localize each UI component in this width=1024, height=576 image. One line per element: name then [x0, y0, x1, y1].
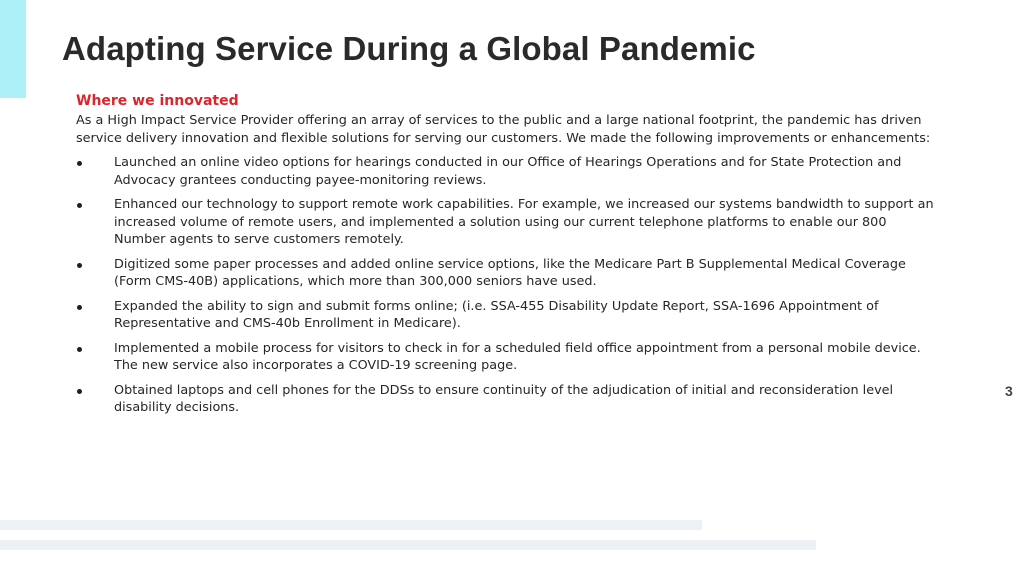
bullet-dot-icon [77, 305, 82, 310]
bullet-dot-icon [77, 347, 82, 352]
bullet-dot-icon [77, 161, 82, 166]
content-area [76, 92, 936, 424]
bullet-item [76, 298, 936, 333]
bullet-item [76, 382, 936, 417]
bullet-text: Obtained laptops and cell phones for the DDSs to ensure continuity of the adjudication of initial and reconsideration level disability decisions. [114, 382, 894, 415]
bullet-dot-icon [77, 263, 82, 268]
footer-stripe [0, 540, 816, 550]
bullet-item [76, 196, 936, 249]
bullet-list [76, 154, 936, 417]
section-heading: Where we innovated [76, 93, 239, 109]
page-number: 3 [1005, 383, 1013, 399]
bullet-text: Expanded the ability to sign and submit forms online; (i.e. SSA-455 Disability Update Report, SSA-1696 Appointment of Representative and CMS-40b Enrollment in Medicare). [114, 298, 879, 331]
bullet-dot-icon [77, 389, 82, 394]
intro-paragraph: As a High Impact Service Provider offering an array of services to the public and a large national footprint, the pandemic has driven service delivery innovation and flexible solutions for serving our customers. We made the following improvements or enhancements: [76, 113, 931, 146]
accent-bar [0, 0, 26, 98]
bullet-text: Enhanced our technology to support remote work capabilities. For example, we increased our systems bandwidth to support an increased volume of remote users, and implemented a solution using our current telephone platforms to enable our 800 Number agents to serve customers remotely. [114, 197, 934, 247]
bullet-item [76, 340, 936, 375]
slide-title: Adapting Service During a Global Pandemic [62, 30, 756, 67]
bullet-item [76, 154, 936, 189]
bullet-text: Digitized some paper processes and added online service options, like the Medicare Part B Supplemental Medical Coverage (Form CMS-40B) applications, which more than 300,000 seniors have used. [114, 256, 906, 289]
bullet-item [76, 256, 936, 291]
bullet-dot-icon [77, 203, 82, 208]
bullet-text: Launched an online video options for hearings conducted in our Office of Hearings Operations and for State Protection and Advocacy grantees conducting payee-monitoring reviews. [114, 155, 902, 188]
footer-stripe [0, 520, 702, 530]
bullet-text: Implemented a mobile process for visitors to check in for a scheduled field office appointment from a personal mobile device. The new service also incorporates a COVID-19 screening page. [114, 340, 921, 373]
